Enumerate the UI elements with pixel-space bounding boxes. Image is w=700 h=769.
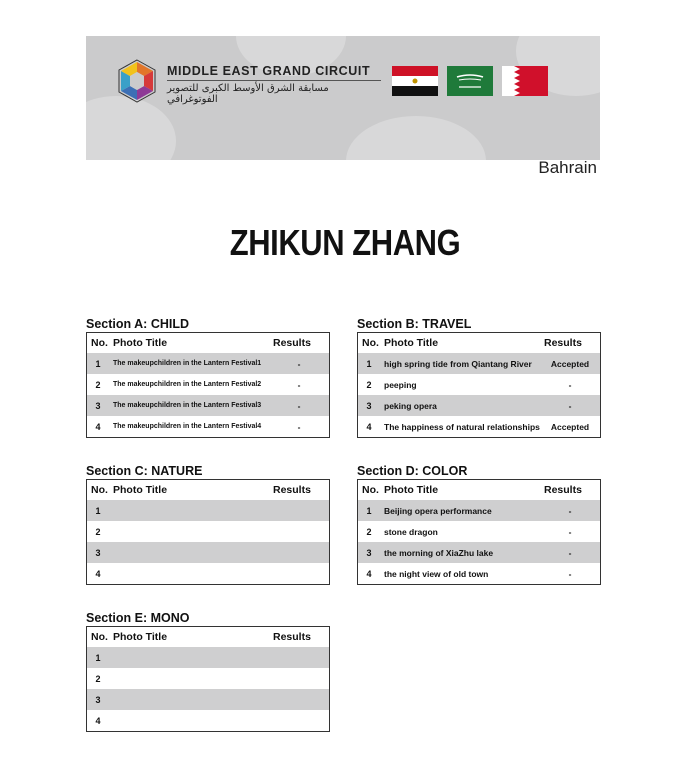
table-row: [87, 353, 330, 374]
saudi-flag-icon: [447, 66, 493, 96]
col-header-title: Photo Title: [109, 333, 269, 354]
row-title: [109, 521, 269, 542]
row-result: -: [540, 374, 601, 395]
table-row: [87, 542, 330, 563]
row-title: the morning of XiaZhu lake: [380, 542, 540, 563]
bahrain-flag-icon: [502, 66, 548, 96]
col-header-results: Results: [540, 333, 601, 354]
row-no: 2: [87, 521, 110, 542]
table-row: [87, 500, 330, 521]
row-no: 1: [87, 500, 110, 521]
circuit-logo-icon: [114, 58, 160, 104]
section-e: [86, 610, 330, 732]
row-result: [269, 521, 330, 542]
row-result: -: [269, 416, 330, 438]
row-result: Accepted: [540, 416, 601, 438]
table-row: [87, 668, 330, 689]
table-row: [87, 647, 330, 668]
col-header-no: No.: [87, 627, 110, 648]
results-table: [86, 332, 330, 438]
col-header-results: Results: [269, 480, 330, 501]
table-row: [358, 563, 601, 585]
table-row: [87, 521, 330, 542]
brand-name-arabic: مسابقة الشرق الأوسط الكبرى للتصوير الفوتوغرافي: [167, 83, 329, 105]
table-row: [358, 542, 601, 563]
row-title: [109, 668, 269, 689]
row-result: -: [540, 521, 601, 542]
col-header-results: Results: [540, 480, 601, 501]
col-header-results: Results: [269, 333, 330, 354]
table-row: [358, 500, 601, 521]
row-no: 2: [87, 668, 110, 689]
row-result: [269, 689, 330, 710]
section-c: [86, 463, 330, 585]
col-header-title: Photo Title: [380, 333, 540, 354]
section-d: [357, 463, 601, 585]
row-title: The makeupchildren in the Lantern Festival3: [109, 395, 269, 416]
row-title: [109, 689, 269, 710]
row-no: 2: [358, 521, 381, 542]
table-row: [358, 416, 601, 438]
row-no: 3: [358, 542, 381, 563]
row-result: [269, 542, 330, 563]
table-row: [358, 521, 601, 542]
egypt-flag-icon: [392, 66, 438, 96]
table-row: [358, 374, 601, 395]
row-result: -: [540, 395, 601, 416]
row-no: 4: [87, 416, 110, 438]
row-no: 3: [87, 542, 110, 563]
row-title: The happiness of natural relationships: [380, 416, 540, 438]
row-no: 4: [358, 416, 381, 438]
table-row: [87, 374, 330, 395]
brand-name: MIDDLE EAST GRAND CIRCUIT: [167, 64, 371, 78]
section-title: Section D: COLOR: [357, 464, 468, 478]
table-row: [87, 689, 330, 710]
col-header-no: No.: [87, 333, 110, 354]
row-no: 1: [87, 647, 110, 668]
row-result: Accepted: [540, 353, 601, 374]
results-table: [86, 626, 330, 732]
row-no: 2: [87, 374, 110, 395]
results-table: [86, 479, 330, 585]
col-header-results: Results: [269, 627, 330, 648]
row-result: [269, 500, 330, 521]
row-title: The makeupchildren in the Lantern Festival1: [109, 353, 269, 374]
row-result: [269, 563, 330, 585]
row-no: 3: [87, 689, 110, 710]
col-header-title: Photo Title: [109, 627, 269, 648]
row-result: -: [540, 563, 601, 585]
table-row: [358, 395, 601, 416]
col-header-no: No.: [358, 333, 381, 354]
row-title: peeping: [380, 374, 540, 395]
section-title: Section B: TRAVEL: [357, 317, 472, 331]
results-table: [357, 479, 601, 585]
row-title: [109, 563, 269, 585]
brand-block: [167, 64, 381, 105]
row-title: high spring tide from Qiantang River: [380, 353, 540, 374]
row-no: 1: [358, 353, 381, 374]
country-label: Bahrain: [538, 158, 597, 177]
row-no: 1: [87, 353, 110, 374]
row-result: -: [540, 542, 601, 563]
row-result: -: [540, 500, 601, 521]
col-header-title: Photo Title: [109, 480, 269, 501]
col-header-title: Photo Title: [380, 480, 540, 501]
row-title: stone dragon: [380, 521, 540, 542]
row-title: [109, 647, 269, 668]
row-no: 3: [358, 395, 381, 416]
section-title: Section C: NATURE: [86, 464, 203, 478]
row-title: peking opera: [380, 395, 540, 416]
row-no: 4: [87, 710, 110, 732]
row-title: the night view of old town: [380, 563, 540, 585]
header-banner: [86, 36, 600, 160]
results-table: [357, 332, 601, 438]
row-result: -: [269, 395, 330, 416]
table-row: [87, 395, 330, 416]
table-row: [87, 563, 330, 585]
entrant-name: ZHIKUN ZHANG: [229, 222, 461, 263]
row-no: 1: [358, 500, 381, 521]
row-no: 4: [358, 563, 381, 585]
table-row: [87, 416, 330, 438]
col-header-no: No.: [87, 480, 110, 501]
row-title: The makeupchildren in the Lantern Festival2: [109, 374, 269, 395]
section-b: [357, 316, 601, 438]
row-title: The makeupchildren in the Lantern Festival4: [109, 416, 269, 438]
brand-divider: [167, 80, 381, 81]
table-row: [358, 353, 601, 374]
table-row: [87, 710, 330, 732]
section-title: Section E: MONO: [86, 611, 190, 625]
row-title: [109, 542, 269, 563]
row-result: [269, 710, 330, 732]
row-result: [269, 668, 330, 689]
row-no: 2: [358, 374, 381, 395]
row-result: [269, 647, 330, 668]
row-no: 3: [87, 395, 110, 416]
col-header-no: No.: [358, 480, 381, 501]
section-a: [86, 316, 330, 438]
section-title: Section A: CHILD: [86, 317, 190, 331]
row-result: -: [269, 353, 330, 374]
row-no: 4: [87, 563, 110, 585]
row-title: [109, 500, 269, 521]
row-title: [109, 710, 269, 732]
row-title: Beijing opera performance: [380, 500, 540, 521]
row-result: -: [269, 374, 330, 395]
